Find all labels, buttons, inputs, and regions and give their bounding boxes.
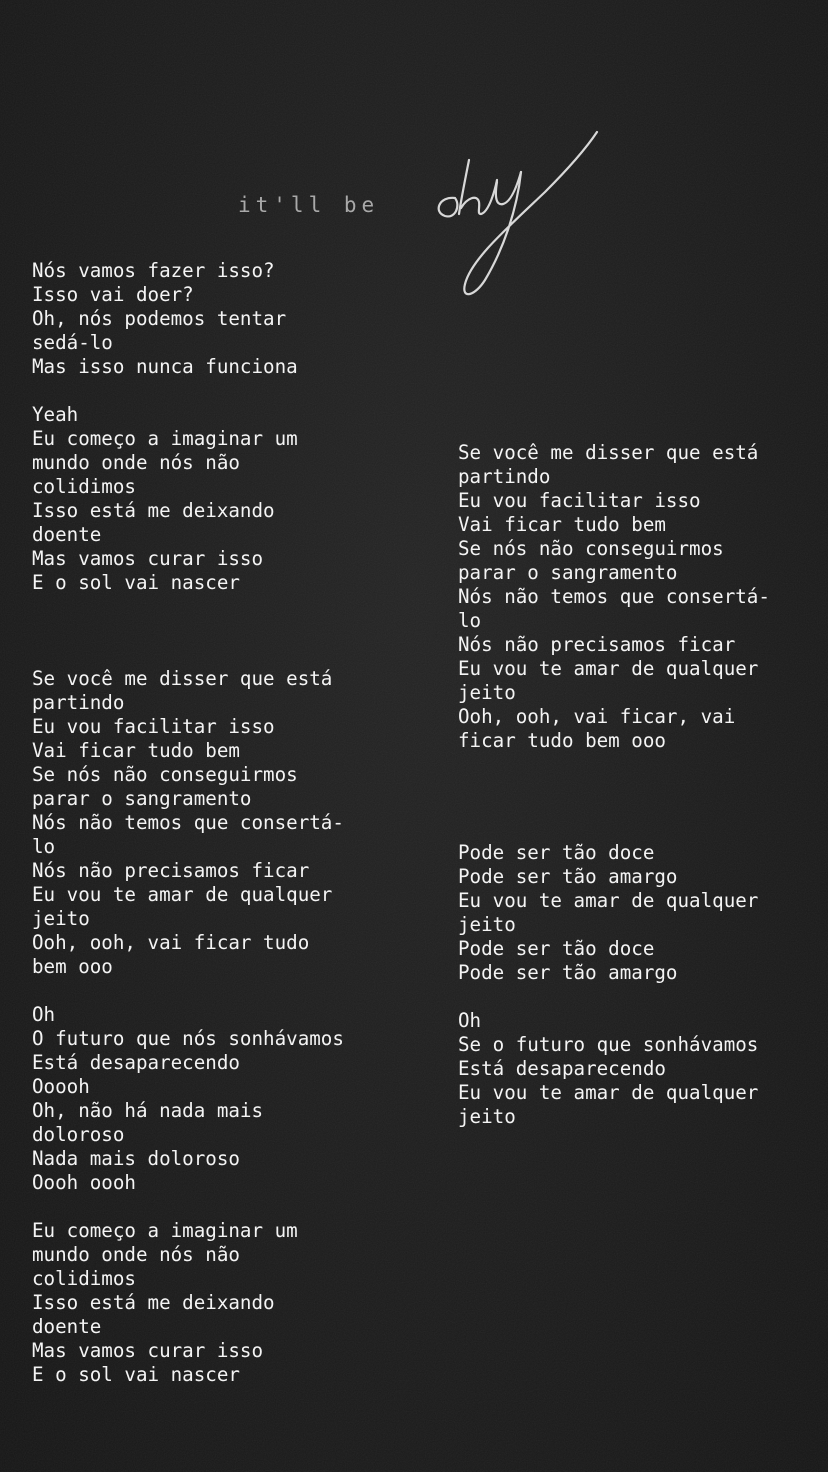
lyrics-stanza (458, 441, 828, 753)
lyric-line: Ooh, ooh, vai ficar, vai (458, 705, 736, 728)
lyric-line: Nós não temos que consertá- (458, 585, 770, 608)
lyric-line: Eu vou te amar de qualquer (458, 1081, 759, 1104)
lyric-line: Isso está me deixando (32, 499, 275, 522)
title-typewriter-text: it'll be (238, 193, 380, 217)
lyric-line: doloroso (32, 1123, 125, 1146)
lyric-line: Mas isso nunca funciona (32, 355, 298, 378)
lyric-line: Está desaparecendo (458, 1057, 666, 1080)
lyric-line: Nós não temos que consertá- (32, 811, 344, 834)
lyric-line: Está desaparecendo (32, 1051, 240, 1074)
lyric-line: Oh (32, 1003, 56, 1026)
lyric-line: partindo (458, 465, 551, 488)
lyric-line: Eu vou te amar de qualquer (458, 657, 759, 680)
lyric-line: mundo onde nós não (32, 1243, 240, 1266)
lyric-line: Vai ficar tudo bem (458, 513, 666, 536)
lyric-line: doente (32, 523, 102, 546)
lyric-line: Isso está me deixando (32, 1291, 275, 1314)
lyric-line: ficar tudo bem ooo (458, 729, 666, 752)
lyric-line: jeito (458, 681, 516, 704)
lyric-line: Eu vou facilitar isso (32, 715, 275, 738)
lyric-line: Mas vamos curar isso (32, 1339, 264, 1362)
lyric-line: Oooh oooh (32, 1171, 136, 1194)
lyric-line: Se nós não conseguirmos (458, 537, 724, 560)
lyric-line: Pode ser tão doce (458, 937, 655, 960)
lyric-line: Ooooh (32, 1075, 90, 1098)
lyric-line: partindo (32, 691, 125, 714)
lyric-line: jeito (458, 1105, 516, 1128)
lyric-line: Se você me disser que está (458, 441, 759, 464)
lyric-line: Mas vamos curar isso (32, 547, 264, 570)
lyric-line: colidimos (32, 1267, 136, 1290)
handwritten-signature-okay (425, 120, 615, 310)
lyric-line: Isso vai doer? (32, 283, 194, 306)
lyric-line: doente (32, 1315, 102, 1338)
lyric-line: bem ooo (32, 955, 113, 978)
lyric-line: Se você me disser que está (32, 667, 333, 690)
lyrics-column-right (458, 441, 828, 1129)
lyric-line: Oh, não há nada mais (32, 1099, 264, 1122)
lyrics-stanza (32, 1219, 402, 1387)
lyric-line: Yeah (32, 403, 79, 426)
lyric-line: jeito (458, 913, 516, 936)
lyric-line: Nós vamos fazer isso? (32, 259, 275, 282)
lyric-line: E o sol vai nascer (32, 1363, 240, 1386)
lyric-line: Eu vou te amar de qualquer (32, 883, 333, 906)
lyrics-stanza (32, 259, 402, 379)
lyric-line: O futuro que nós sonhávamos (32, 1027, 344, 1050)
lyrics-column-left (32, 259, 402, 1387)
lyric-line: jeito (32, 907, 90, 930)
lyric-line: Eu começo a imaginar um (32, 1219, 298, 1242)
lyric-line: Nada mais doloroso (32, 1147, 240, 1170)
lyric-line: Se o futuro que sonhávamos (458, 1033, 759, 1056)
lyric-line: Pode ser tão amargo (458, 961, 678, 984)
lyric-line: Pode ser tão amargo (458, 865, 678, 888)
lyric-line: Vai ficar tudo bem (32, 739, 240, 762)
lyric-line: parar o sangramento (458, 561, 678, 584)
lyric-line: Ooh, ooh, vai ficar tudo (32, 931, 310, 954)
lyric-line: Nós não precisamos ficar (458, 633, 736, 656)
lyrics-stanza (458, 1009, 828, 1129)
lyrics-stanza (458, 841, 828, 985)
lyric-line: parar o sangramento (32, 787, 252, 810)
lyrics-stanza (32, 1003, 402, 1195)
lyric-line: lo (458, 609, 482, 632)
lyric-line: mundo onde nós não (32, 451, 240, 474)
lyric-line: Eu vou facilitar isso (458, 489, 701, 512)
lyric-line: colidimos (32, 475, 136, 498)
lyric-line: Oh (458, 1009, 482, 1032)
lyric-line: Nós não precisamos ficar (32, 859, 310, 882)
lyric-line: sedá-lo (32, 331, 113, 354)
lyric-line: Se nós não conseguirmos (32, 763, 298, 786)
lyrics-stanza (32, 667, 402, 979)
lyric-line: Oh, nós podemos tentar (32, 307, 287, 330)
lyrics-stanza (32, 403, 402, 595)
lyric-line: lo (32, 835, 56, 858)
lyric-line: Pode ser tão doce (458, 841, 655, 864)
lyric-line: Eu vou te amar de qualquer (458, 889, 759, 912)
lyric-line: Eu começo a imaginar um (32, 427, 298, 450)
lyric-line: E o sol vai nascer (32, 571, 240, 594)
